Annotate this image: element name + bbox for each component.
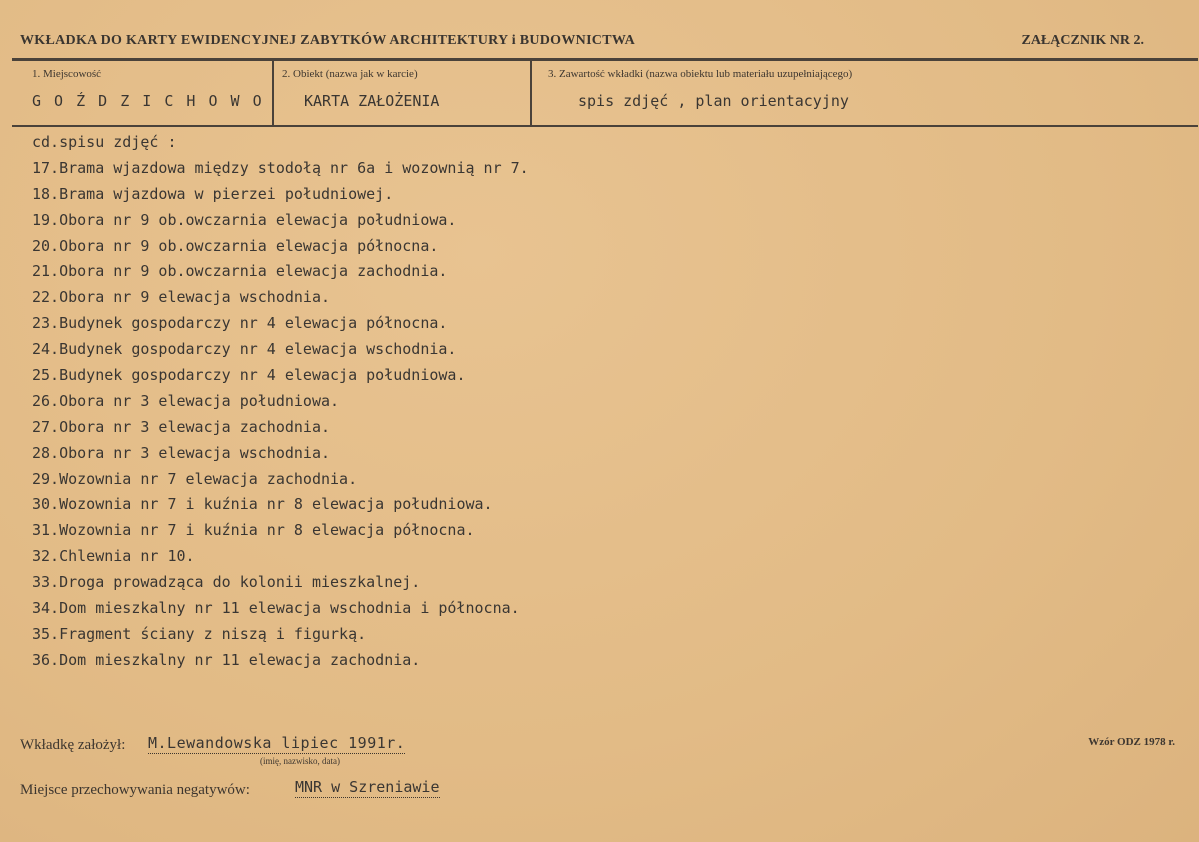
list-item: 30.Wozownia nr 7 i kuźnia nr 8 elewacja południowa. (32, 495, 493, 514)
top-rule (12, 58, 1198, 61)
list-item: 36.Dom mieszkalny nr 11 elewacja zachodnia. (32, 650, 421, 669)
list-item: 20.Obora nr 9 ob.owczarnia elewacja północna. (32, 236, 439, 255)
annex-number: ZAŁĄCZNIK NR 2. (1021, 33, 1144, 48)
locality-value: G O Ź D Z I C H O W O (32, 92, 264, 110)
contents-value: spis zdjęć , plan orientacyjny (578, 92, 849, 110)
created-by-value: M.Lewandowska lipiec 1991r. (148, 734, 406, 752)
list-item: 28.Obora nr 3 elewacja wschodnia. (32, 443, 331, 462)
list-item: 27.Obora nr 3 elewacja zachodnia. (32, 417, 331, 436)
column-divider-2 (530, 61, 532, 125)
list-item: 25.Budynek gospodarczy nr 4 elewacja południowa. (32, 366, 466, 385)
list-item: 22.Obora nr 9 elewacja wschodnia. (32, 288, 331, 307)
list-item: 33.Droga prowadząca do kolonii mieszkalnej. (32, 573, 421, 592)
list-item: 17.Brama wjazdowa między stodołą nr 6a i wozownią nr 7. (32, 158, 529, 177)
list-item: 32.Chlewnia nr 10. (32, 547, 195, 566)
list-item: 18.Brama wjazdowa w pierzei południowej. (32, 184, 394, 203)
created-by-label: Wkładkę założył: (20, 737, 126, 753)
column-divider-1 (272, 61, 274, 125)
header-bottom-rule (12, 125, 1198, 127)
object-value: KARTA ZAŁOŻENIA (304, 92, 440, 110)
photo-list (32, 130, 529, 674)
object-label: 2. Obiekt (nazwa jak w karcie) (282, 68, 418, 80)
storage-value: MNR w Szreniawie (295, 778, 440, 796)
list-item: 31.Wozownia nr 7 i kuźnia nr 8 elewacja północna. (32, 521, 475, 540)
list-item: 29.Wozownia nr 7 elewacja zachodnia. (32, 469, 358, 488)
list-item: 35.Fragment ściany z niszą i figurką. (32, 624, 367, 643)
locality-label: 1. Miejscowość (32, 68, 102, 80)
list-item: 26.Obora nr 3 elewacja południowa. (32, 391, 340, 410)
storage-label: Miejsce przechowywania negatywów: (20, 782, 250, 798)
list-item: 19.Obora nr 9 ob.owczarnia elewacja południowa. (32, 210, 457, 229)
list-item: 24.Budynek gospodarczy nr 4 elewacja wschodnia. (32, 340, 457, 359)
list-item: 34.Dom mieszkalny nr 11 elewacja wschodnia i północna. (32, 599, 520, 618)
form-code: Wzór ODZ 1978 r. (1088, 736, 1175, 748)
list-item: 23.Budynek gospodarczy nr 4 elewacja północna. (32, 314, 448, 333)
created-by-caption: (imię, nazwisko, data) (260, 756, 340, 766)
document-title: WKŁADKA DO KARTY EWIDENCYJNEJ ZABYTKÓW ARCHITEKTURY i BUDOWNICTWA (20, 33, 636, 48)
contents-label: 3. Zawartość wkładki (nazwa obiektu lub materiału uzupełniającego) (548, 68, 853, 80)
photo-list-heading: cd.spisu zdjęć : (32, 133, 177, 151)
list-item: 21.Obora nr 9 ob.owczarnia elewacja zachodnia. (32, 262, 448, 281)
